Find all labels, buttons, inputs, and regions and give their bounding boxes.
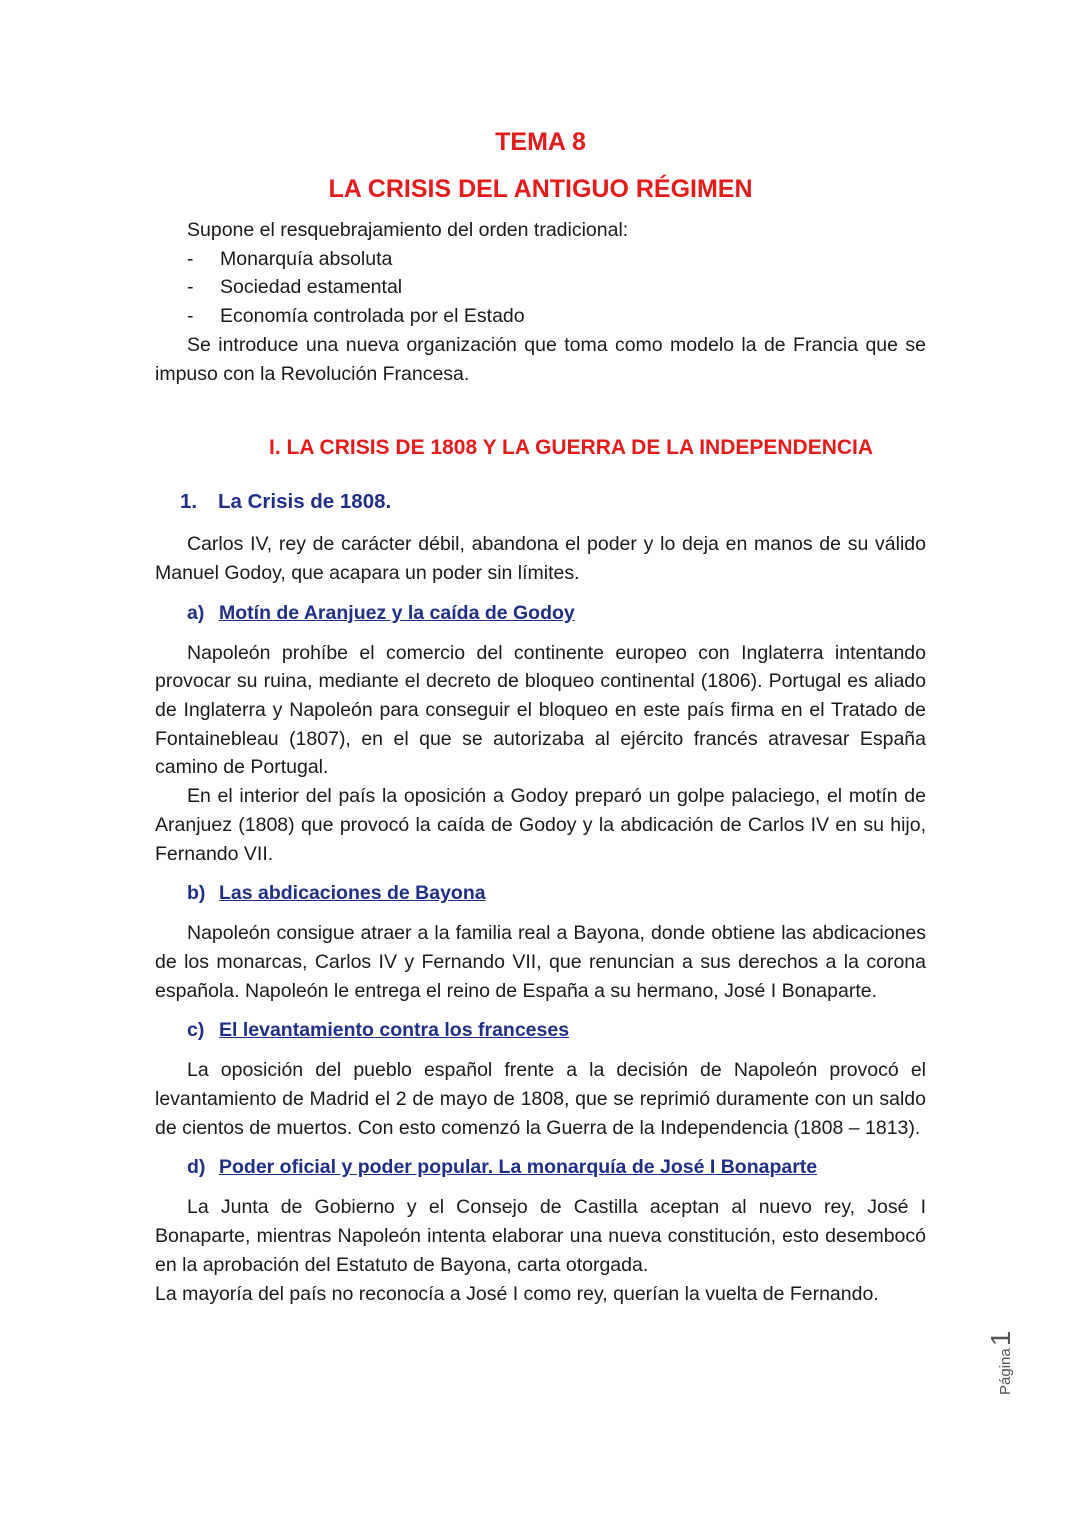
list-item: - Sociedad estamental (187, 273, 926, 302)
subsection-label: La Crisis de 1808. (218, 490, 392, 514)
subheading-c (155, 1019, 926, 1042)
page-footer (985, 1331, 1017, 1395)
subsection-title (155, 490, 926, 514)
paragraph: La Junta de Gobierno y el Consejo de Castilla aceptan al nuevo rey, José I Bonaparte, mientras Napoleón intenta elaborar una nueva constitución, esto desembocó en la aprobación del Estatuto de Bayona, carta otorgada. (155, 1196, 926, 1276)
subheading-b-title: Las abdicaciones de Bayona (219, 882, 486, 905)
subheading-letter: d) (187, 1156, 206, 1179)
subheading-c-title: El levantamiento contra los franceses (219, 1019, 570, 1042)
document-page (155, 128, 926, 1308)
subsection-number: 1. (180, 490, 198, 514)
intro-list (155, 245, 926, 331)
section-title: I. LA CRISIS DE 1808 Y LA GUERRA DE LA INDEPENDENCIA (269, 436, 874, 460)
page-label: Página (997, 1348, 1014, 1395)
tema-heading: TEMA 8 (495, 128, 586, 156)
intro-closing: Se introduce una nueva organización que toma como modelo la de Francia que se impuso con la Revolución Francesa. (155, 333, 926, 385)
subheading-d-title: Poder oficial y poder popular. La monarquía de José I Bonaparte (219, 1156, 818, 1179)
subheading-a (155, 602, 926, 625)
subheading-b (155, 882, 926, 905)
subheading-letter: b) (187, 882, 206, 905)
paragraph: Napoleón consigue atraer a la familia real a Bayona, donde obtiene las abdicaciones de los monarcas, Carlos IV y Fernando VII, que renuncian a sus derechos a la corona española. Napoleón le entrega el reino de España a su hermano, José I Bonaparte. (155, 922, 926, 1002)
paragraph: Carlos IV, rey de carácter débil, abandona el poder y lo deja en manos de su válido Manuel Godoy, que acapara un poder sin límites. (155, 533, 926, 584)
subheading-letter: a) (187, 601, 205, 624)
subheading-d (155, 1156, 926, 1179)
dash-bullet: - (187, 247, 194, 270)
dash-bullet: - (187, 276, 194, 299)
list-item: - Monarquía absoluta (187, 245, 926, 274)
paragraph: Napoleón prohíbe el comercio del continente europeo con Inglaterra intentando provocar su ruina, mediante el decreto de bloqueo continental (1806). Portugal es aliado de Inglaterra y Napoleón para conseguir el bloqueo en este país firma en el Tratado de Fontainebleau (1807), en el que se autorizaba al ejército francés atravesar España camino de Portugal. (155, 641, 926, 779)
subheading-letter: c) (187, 1019, 205, 1042)
paragraph: La mayoría del país no reconocía a José I como rey, querían la vuelta de Fernando. (155, 1282, 879, 1305)
dash-bullet: - (187, 305, 194, 328)
intro-lead: Supone el resquebrajamiento del orden tradicional: (187, 219, 629, 241)
page-number: 1 (985, 1330, 1016, 1347)
paragraph: En el interior del país la oposición a Godoy preparó un golpe palaciego, el motín de Aranjuez (1808) que provocó la caída de Godoy y la abdicación de Carlos IV en su hijo, Fernando VII. (155, 785, 926, 865)
document-title: LA CRISIS DEL ANTIGUO RÉGIMEN (328, 175, 753, 203)
list-item: - Economía controlada por el Estado (187, 302, 926, 331)
paragraph: La oposición del pueblo español frente a la decisión de Napoleón provocó el levantamiento de Madrid el 2 de mayo de 1808, que se reprimió duramente con un saldo de cientos de muertos. Con esto comenzó la Guerra de la Independencia (1808 – 1813). (155, 1059, 926, 1139)
subheading-a-title: Motín de Aranjuez y la caída de Godoy (219, 601, 575, 624)
